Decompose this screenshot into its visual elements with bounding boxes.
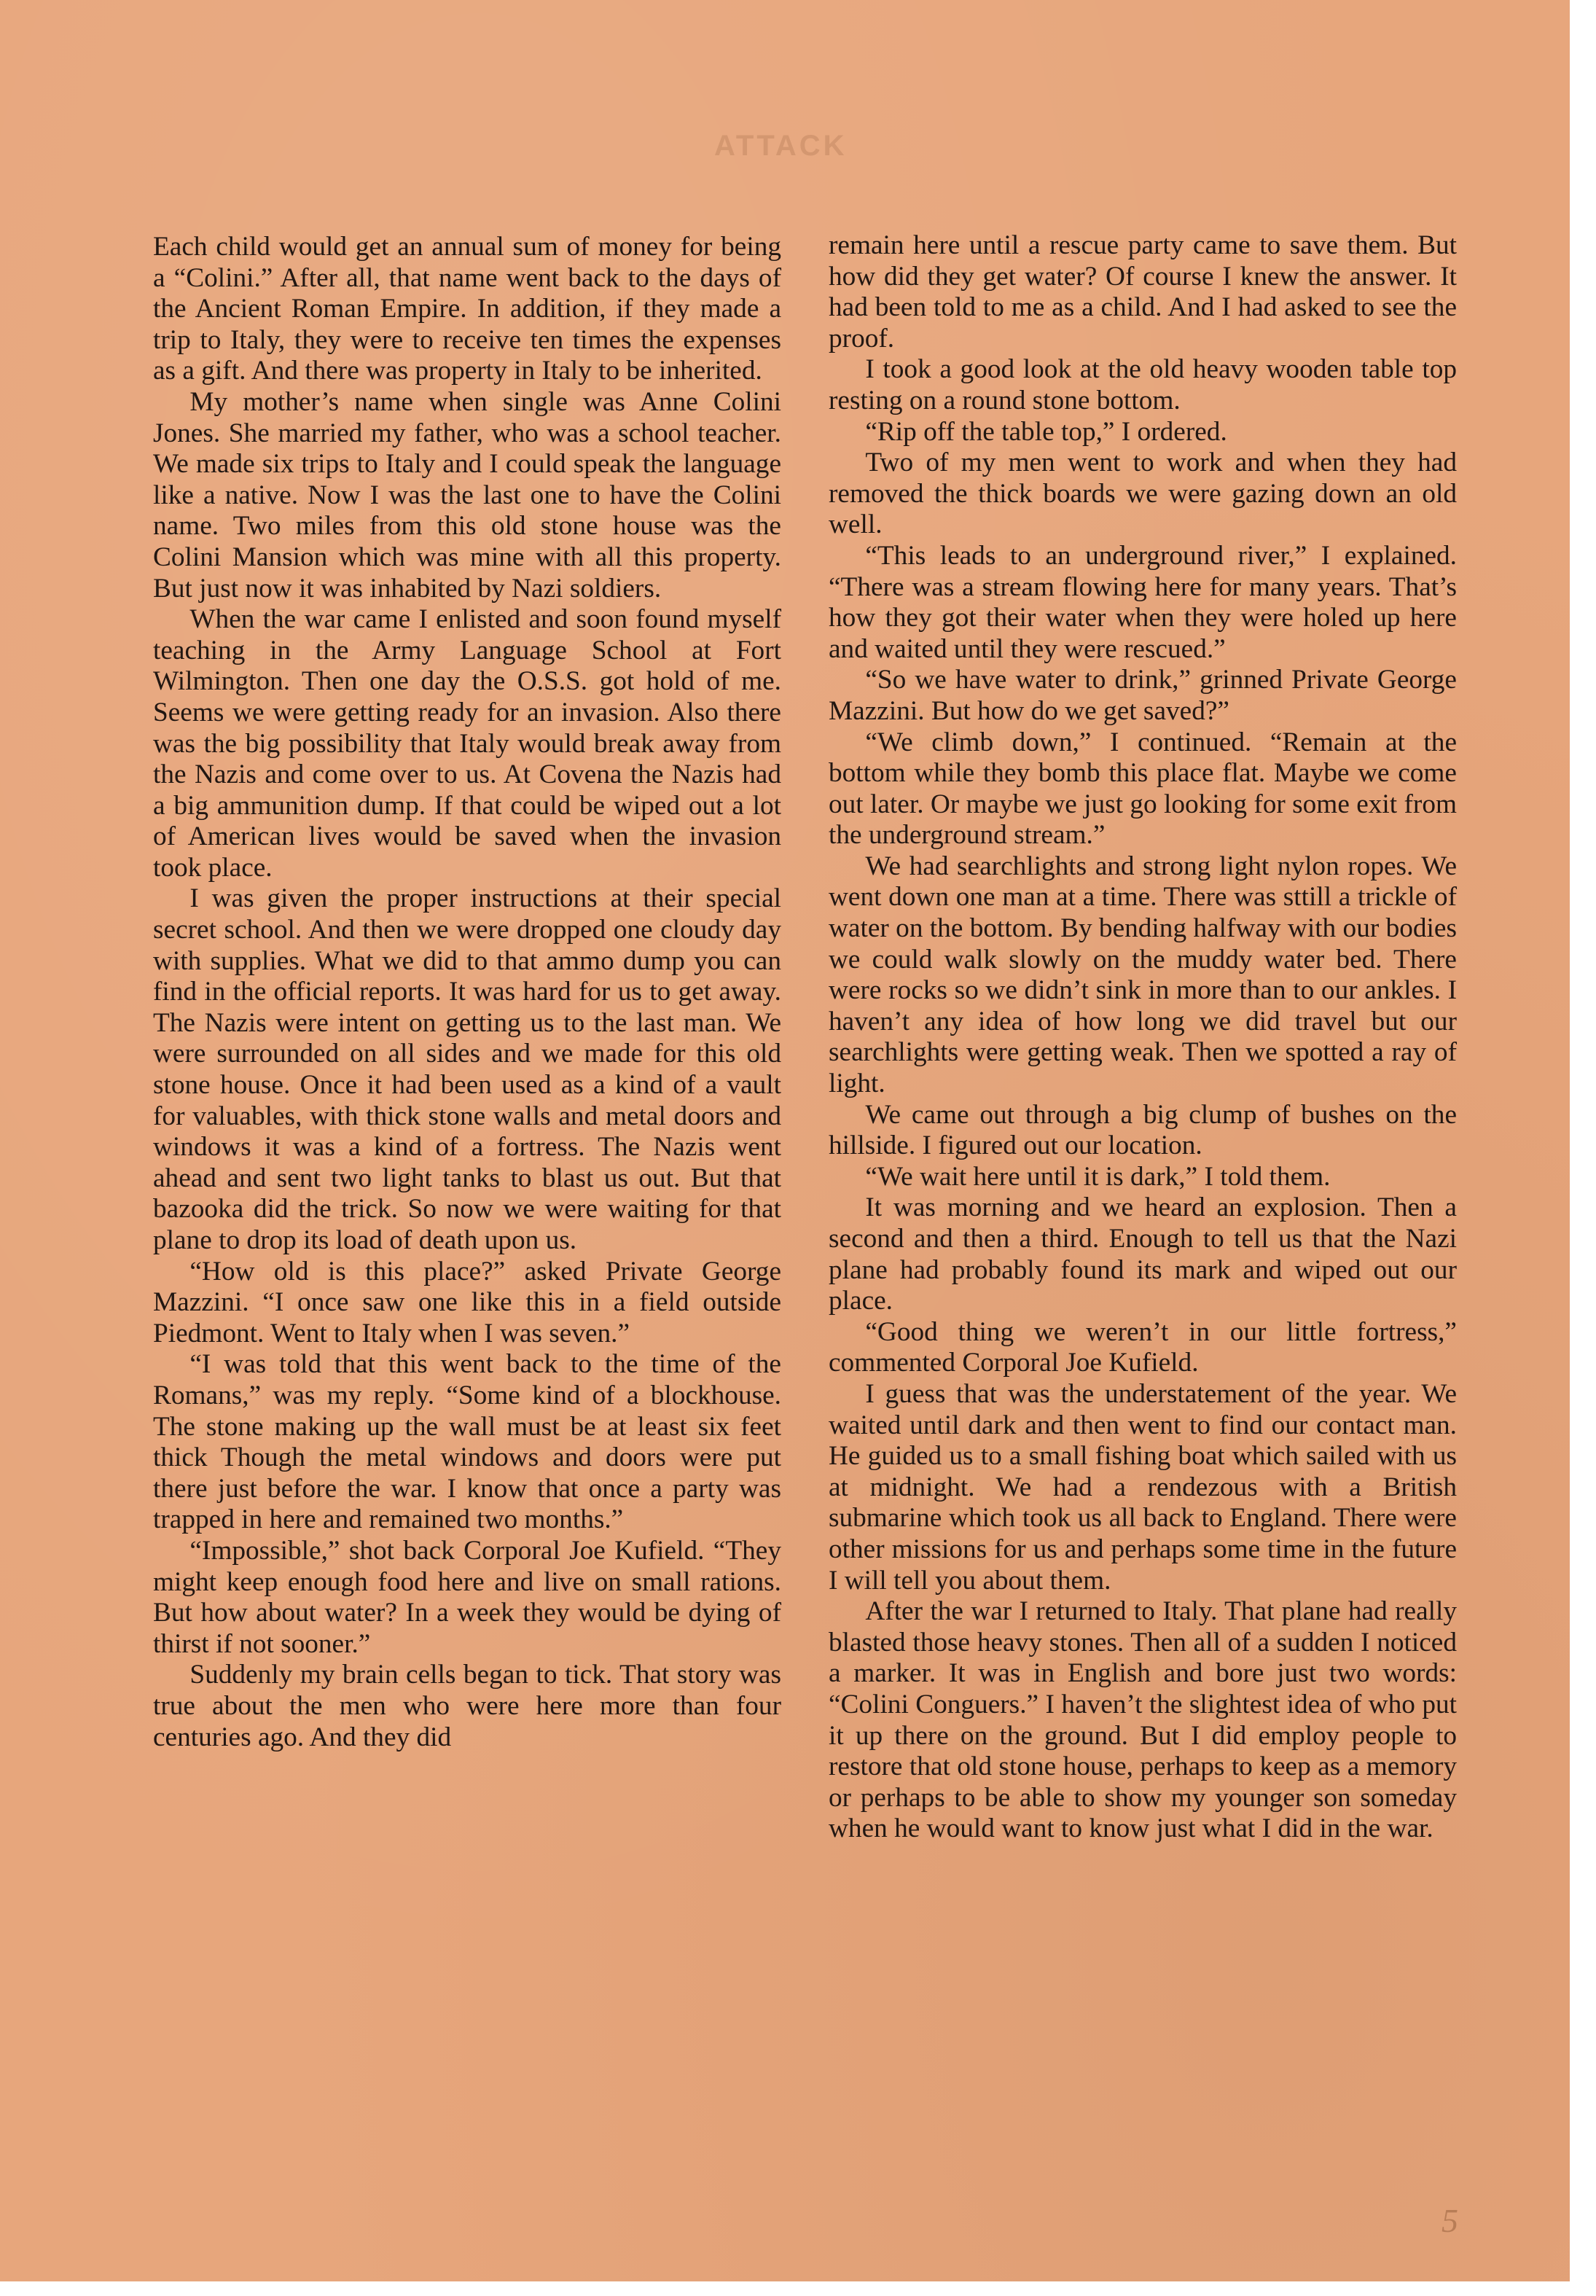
- paragraph: “How old is this place?” asked Private George Mazzini. “I once saw one like this in a field outside Piedmont. Went to Italy when I was seven.”: [153, 1256, 781, 1348]
- paragraph: remain here until a rescue party came to save them. But how did they get water? Of course I knew the answer. It had been told to me as a child. And I had asked to see the proof.: [829, 230, 1457, 354]
- paragraph: “Good thing we weren’t in our little fortress,” commented Corporal Joe Kufield.: [829, 1316, 1457, 1378]
- paragraph: “Rip off the table top,” I ordered.: [865, 416, 1227, 447]
- paragraph: I took a good look at the old heavy wooden table top resting on a round stone bottom.: [829, 354, 1457, 415]
- paragraph: I was given the proper instructions at their special secret school. And then we were dropped one cloudy day with supplies. What we did to that ammo dump you can find in the official reports. It was hard for us to get away. The Nazis were intent on getting us to the last man. We were surrounded on all sides and we made for this old stone house. Once it had been used as a kind of a vault for valuables, with thick stone walls and metal doors and windows it was a kind of a fortress. The Nazis went ahead and sent two light tanks to blast us out. But that bazooka did the trick. So now we were waiting for that plane to drop its load of death upon us.: [153, 883, 781, 1255]
- paragraph: “I was told that this went back to the time of the Romans,” was my reply. “Some kind of a blockhouse. The stone making up the wall must be at least six feet thick Though the metal windows and doors were put there just before the war. I know that once a party was trapped in here and remained two months.”: [153, 1349, 781, 1535]
- paragraph: “So we have water to drink,” grinned Private George Mazzini. But how do we get saved?”: [829, 665, 1457, 726]
- paragraph: “We climb down,” I continued. “Remain at the bottom while they bomb this place flat. Maybe we come out later. Or maybe we just go looking for some exit from the underground stream.”: [829, 727, 1457, 851]
- scan-margin-bottom: [0, 2281, 1596, 2296]
- page-number-mark: 5: [1442, 2202, 1458, 2239]
- paragraph: Two of my men went to work and when they had removed the thick boards we were gazing down an old well.: [829, 448, 1457, 540]
- paragraph: I guess that was the understatement of the year. We waited until dark and then went to find our contact man. He guided us to a small fishing boat which sailed with us at midnight. We had a rendezous with a British submarine which took us all back to England. There were other missions for us and perhaps some time in the future I will tell you about them.: [829, 1378, 1457, 1596]
- right-text-column: [829, 230, 1457, 1845]
- left-text-column: [153, 232, 781, 1753]
- paragraph: We came out through a big clump of bushes on the hillside. I figured out our location.: [829, 1099, 1457, 1161]
- paragraph: “Impossible,” shot back Corporal Joe Kufield. “They might keep enough food here and live on small rations. But how about water? In a week they would be dying of thirst if not sooner.”: [153, 1535, 781, 1659]
- paragraph: We had searchlights and strong light nylon ropes. We went down one man at a time. There was sttill a trickle of water on the bottom. By bending halfway with our bodies we could walk slowly on the muddy water bed. There were rocks so we didn’t sink in more than to our ankles. I haven’t any idea of how long we did travel but our searchlights were getting weak. Then we spotted a ray of light.: [829, 851, 1457, 1099]
- paragraph: After the war I returned to Italy. That plane had really blasted those heavy stones. Then all of a sudden I noticed a marker. It was in English and bore just two words: “Colini Conguers.” I haven’t the slightest idea of who put it up there on the ground. But I did employ people to restore that old stone house, perhaps to keep as a memory or perhaps to be able to show my younger son someday when he would want to know just what I did in the war.: [829, 1596, 1457, 1844]
- paragraph: “This leads to an underground river,” I explained. “There was a stream flowing here for many years. That’s how they got their water when they were holed up here and waited until they were rescued.”: [829, 540, 1457, 664]
- paragraph: My mother’s name when single was Anne Colini Jones. She married my father, who was a school teacher. We made six trips to Italy and I could speak the language like a native. Now I was the last one to have the Colini name. Two miles from this old stone house was the Colini Mansion which was mine with all this property. But just now it was inhabited by Nazi soldiers.: [153, 386, 781, 604]
- paragraph: It was morning and we heard an explosion. Then a second and then a third. Enough to tell us that the Nazi plane had probably found its mark and wiped out our place.: [829, 1192, 1457, 1316]
- bleed-through-heading: ATTACK: [714, 130, 848, 162]
- paragraph: “We wait here until it is dark,” I told them.: [865, 1161, 1331, 1192]
- paragraph: Suddenly my brain cells began to tick. That story was true about the men who were here more than four centuries ago. And they did: [153, 1660, 781, 1752]
- scan-margin-right: [1570, 0, 1596, 2296]
- paragraph: Each child would get an annual sum of money for being a “Colini.” After all, that name went back to the days of the Ancient Roman Empire. In addition, if they made a trip to Italy, they were to receive ten times the expenses as a gift. And there was property in Italy to be inherited.: [153, 232, 781, 386]
- paragraph: When the war came I enlisted and soon found myself teaching in the Army Language School at Fort Wilmington. Then one day the O.S.S. got hold of me. Seems we were getting ready for an invasion. Also there was the big possibility that Italy would break away from the Nazis and come over to us. At Covena the Nazis had a big ammunition dump. If that could be wiped out a lot of American lives would be saved when the invasion took place.: [153, 604, 781, 883]
